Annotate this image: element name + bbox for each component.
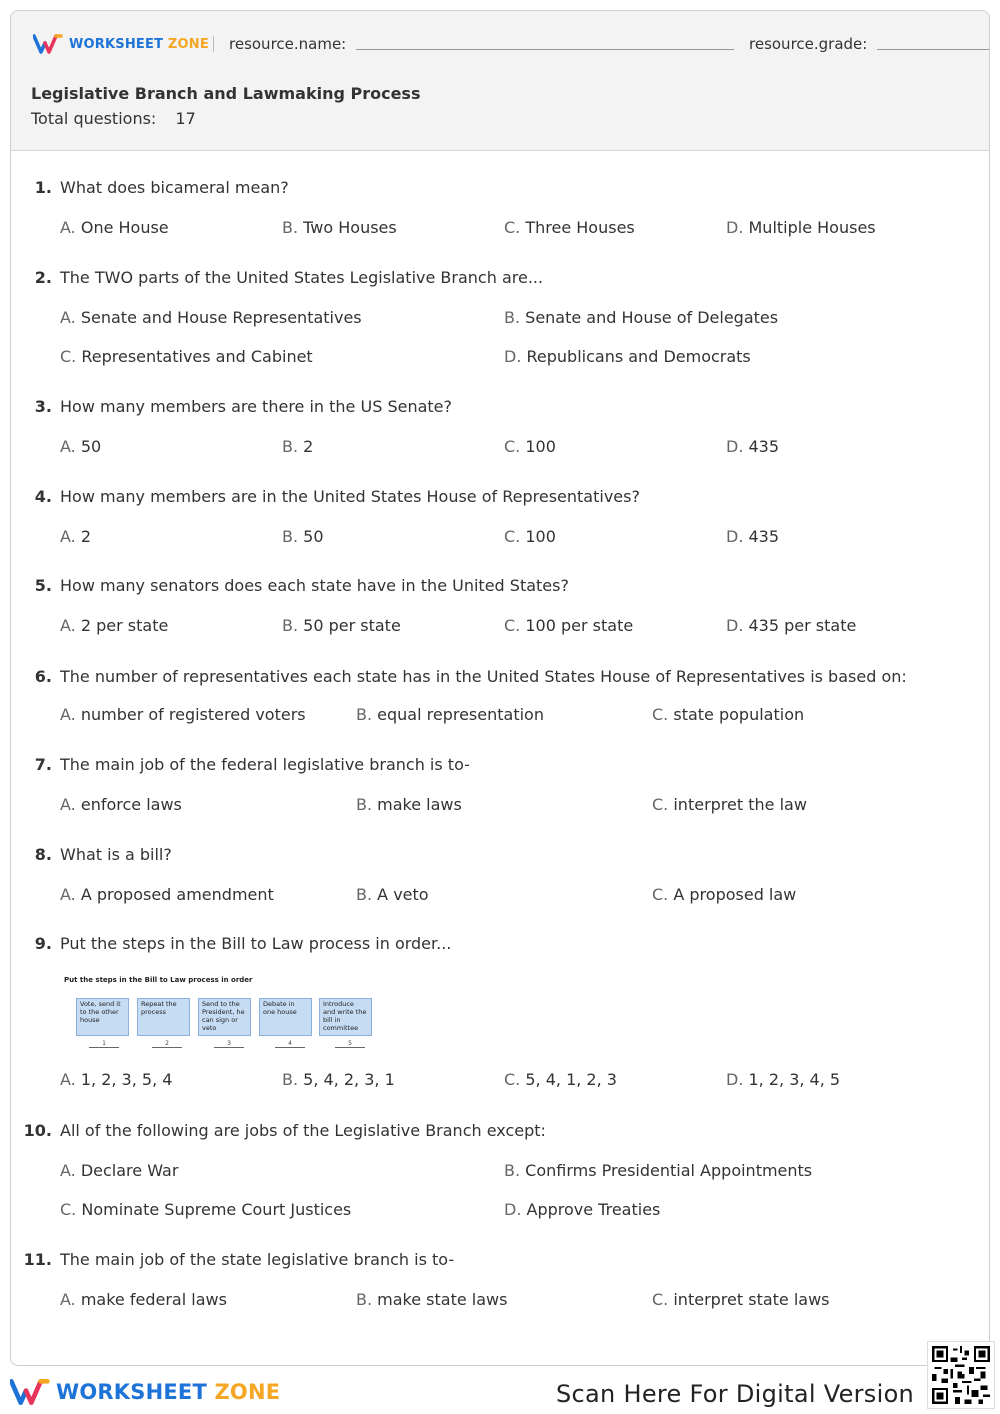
option-letter: D.: [726, 616, 744, 635]
option-letter: C.: [652, 705, 669, 724]
option-letter: A.: [60, 705, 76, 724]
answer-option[interactable]: [504, 616, 633, 635]
option-letter: D.: [504, 347, 522, 366]
option-text: One House: [80, 218, 169, 237]
option-letter: B.: [356, 1290, 373, 1309]
question-number: 11.: [23, 1250, 52, 1269]
option-letter: D.: [726, 527, 744, 546]
question-text: What is a bill?: [60, 845, 172, 864]
question-text: The number of representatives each state has in the United States House of Representatives is based on:: [60, 667, 907, 686]
option-text: 2: [303, 437, 314, 456]
option-text: Multiple Houses: [748, 218, 876, 237]
option-text: 1, 2, 3, 5, 4: [80, 1070, 173, 1089]
option-text: equal representation: [377, 705, 544, 724]
option-text: A proposed amendment: [80, 885, 274, 904]
option-text: 100 per state: [525, 616, 634, 635]
option-text: enforce laws: [80, 795, 182, 814]
option-letter: C.: [504, 218, 521, 237]
answer-option[interactable]: [282, 1070, 395, 1089]
answer-option[interactable]: [504, 527, 556, 546]
option-text: 100: [525, 437, 556, 456]
answer-option[interactable]: [356, 795, 462, 814]
answer-option[interactable]: [726, 1070, 840, 1089]
answer-option[interactable]: [60, 1200, 351, 1219]
question-text: How many senators does each state have in the United States?: [60, 576, 569, 595]
option-text: 2 per state: [80, 616, 169, 635]
bill-to-law-diagram: [60, 972, 380, 1052]
option-text: 2: [80, 527, 92, 546]
resource-name-field[interactable]: [356, 49, 734, 50]
option-letter: B.: [282, 218, 299, 237]
option-text: A proposed law: [673, 885, 797, 904]
option-letter: C.: [504, 437, 521, 456]
resource-grade-field[interactable]: [877, 49, 989, 50]
answer-option[interactable]: [60, 795, 182, 814]
worksheetzone-logo-icon: [10, 1376, 50, 1408]
option-letter: C.: [504, 527, 521, 546]
option-letter: B.: [356, 795, 373, 814]
option-text: 1, 2, 3, 4, 5: [748, 1070, 841, 1089]
option-letter: B.: [356, 705, 373, 724]
option-text: 50: [303, 527, 324, 546]
option-letter: D.: [726, 218, 744, 237]
option-text: 5, 4, 1, 2, 3: [525, 1070, 617, 1089]
qr-code-icon: [932, 1346, 990, 1404]
answer-option[interactable]: [504, 1200, 660, 1219]
question-number: 4.: [34, 487, 52, 506]
option-text: 435 per state: [748, 616, 857, 635]
answer-option[interactable]: [60, 308, 362, 327]
option-text: Senate and House Representatives: [80, 308, 362, 327]
answer-option[interactable]: [60, 218, 169, 237]
footer-logo-suffix-text: ZONE: [214, 1380, 281, 1404]
question-number: 10.: [23, 1121, 52, 1140]
option-letter: A.: [60, 1161, 76, 1180]
answer-option[interactable]: [504, 347, 751, 366]
answer-option[interactable]: [282, 218, 397, 237]
option-letter: D.: [726, 1070, 744, 1089]
option-text: make federal laws: [80, 1290, 227, 1309]
question-text: The main job of the state legislative branch is to-: [60, 1250, 455, 1269]
answer-option[interactable]: [282, 437, 313, 456]
answer-option[interactable]: [504, 218, 635, 237]
answer-option[interactable]: [60, 1070, 172, 1089]
option-letter: B.: [282, 616, 299, 635]
answer-option[interactable]: [726, 218, 876, 237]
question-number: 1.: [34, 178, 52, 197]
answer-option[interactable]: [60, 527, 91, 546]
question-text: The TWO parts of the United States Legislative Branch are...: [60, 268, 544, 287]
answer-option[interactable]: [60, 705, 306, 724]
qr-code[interactable]: [927, 1341, 995, 1409]
answer-option[interactable]: [726, 437, 779, 456]
answer-option[interactable]: [60, 347, 313, 366]
worksheetzone-logo[interactable]: [33, 33, 209, 55]
option-letter: A.: [60, 1070, 76, 1089]
option-letter: A.: [60, 218, 76, 237]
question-text: What does bicameral mean?: [60, 178, 289, 197]
option-letter: B.: [356, 885, 373, 904]
answer-option[interactable]: [652, 885, 796, 904]
total-questions-label: Total questions:: [31, 109, 157, 128]
worksheet-header: [11, 11, 989, 151]
answer-option[interactable]: [60, 1290, 227, 1309]
option-letter: D.: [504, 1200, 522, 1219]
diagram-step-box: Introduce and write the bill in committee: [319, 998, 372, 1036]
answer-option[interactable]: [60, 616, 168, 635]
question-number: 5.: [34, 576, 52, 595]
option-text: Confirms Presidential Appointments: [525, 1161, 813, 1180]
question-number: 2.: [34, 268, 52, 287]
option-text: 50 per state: [303, 616, 401, 635]
answer-option[interactable]: [652, 705, 804, 724]
option-text: 5, 4, 2, 3, 1: [303, 1070, 395, 1089]
option-letter: D.: [726, 437, 744, 456]
option-text: Senate and House of Delegates: [525, 308, 779, 327]
resource-grade-label: resource.grade:: [749, 35, 868, 53]
worksheetzone-logo-icon: [33, 33, 63, 55]
option-letter: C.: [60, 347, 77, 366]
option-text: Declare War: [80, 1161, 179, 1180]
question-text: How many members are there in the US Senate?: [60, 397, 452, 416]
option-letter: B.: [504, 308, 521, 327]
option-text: Republicans and Democrats: [526, 347, 751, 366]
header-separator: [213, 36, 214, 52]
option-letter: B.: [282, 527, 299, 546]
answer-option[interactable]: [356, 1290, 507, 1309]
option-text: A veto: [377, 885, 429, 904]
answer-option[interactable]: [504, 437, 556, 456]
question-text: How many members are in the United States House of Representatives?: [60, 487, 640, 506]
option-letter: A.: [60, 308, 76, 327]
option-letter: C.: [652, 795, 669, 814]
diagram-step-box: Debate in one house: [259, 998, 312, 1036]
question-number: 6.: [34, 667, 52, 686]
option-text: 435: [748, 437, 780, 456]
logo-brand-text: WORKSHEET: [69, 36, 164, 52]
option-text: Nominate Supreme Court Justices: [81, 1200, 352, 1219]
option-text: Three Houses: [525, 218, 635, 237]
option-letter: A.: [60, 527, 76, 546]
option-letter: A.: [60, 795, 76, 814]
total-questions: [31, 109, 210, 128]
option-text: number of registered voters: [80, 705, 306, 724]
answer-option[interactable]: [504, 1161, 812, 1180]
option-letter: B.: [282, 437, 299, 456]
option-text: make laws: [377, 795, 462, 814]
option-letter: B.: [504, 1161, 521, 1180]
diagram-title: Put the steps in the Bill to Law process in order: [64, 976, 253, 984]
question-number: 9.: [34, 934, 52, 953]
option-letter: B.: [282, 1070, 299, 1089]
diagram-step-box: Repeat the process: [137, 998, 190, 1036]
option-letter: C.: [504, 616, 521, 635]
footer-logo-brand-text: WORKSHEET: [56, 1380, 207, 1404]
answer-option[interactable]: [726, 616, 856, 635]
question-number: 7.: [34, 755, 52, 774]
option-letter: C.: [60, 1200, 77, 1219]
answer-option[interactable]: [504, 308, 778, 327]
option-text: interpret the law: [673, 795, 807, 814]
answer-option[interactable]: [60, 885, 274, 904]
answer-option[interactable]: [356, 705, 544, 724]
diagram-step-number: 1: [89, 1040, 119, 1048]
option-letter: A.: [60, 885, 76, 904]
diagram-step-box: Vote, send it to the other house: [76, 998, 129, 1036]
option-text: Representatives and Cabinet: [81, 347, 313, 366]
question-number: 3.: [34, 397, 52, 416]
answer-option[interactable]: [652, 1290, 830, 1309]
diagram-step-number: 2: [152, 1040, 182, 1048]
question-text: All of the following are jobs of the Legislative Branch except:: [60, 1121, 546, 1140]
option-text: make state laws: [377, 1290, 508, 1309]
option-text: Approve Treaties: [526, 1200, 661, 1219]
question-text: The main job of the federal legislative branch is to-: [60, 755, 470, 774]
diagram-step-number: 4: [275, 1040, 305, 1048]
question-number: 8.: [34, 845, 52, 864]
diagram-step-number: 5: [335, 1040, 365, 1048]
logo-suffix-text: ZONE: [167, 36, 209, 52]
resource-name-label: resource.name:: [229, 35, 347, 53]
option-text: 100: [525, 527, 556, 546]
diagram-step-number: 3: [214, 1040, 244, 1048]
diagram-step-box: Send to the President, he can sign or veto: [198, 998, 251, 1036]
answer-option[interactable]: [356, 885, 429, 904]
option-letter: C.: [504, 1070, 521, 1089]
total-questions-value: 17: [175, 109, 196, 128]
option-text: Two Houses: [303, 218, 397, 237]
answer-option[interactable]: [282, 616, 401, 635]
answer-option[interactable]: [504, 1070, 617, 1089]
option-letter: A.: [60, 1290, 76, 1309]
answer-option[interactable]: [60, 437, 101, 456]
worksheet-title: Legislative Branch and Lawmaking Process: [31, 84, 421, 103]
footer-worksheetzone-logo[interactable]: [10, 1376, 280, 1408]
option-letter: A.: [60, 437, 76, 456]
question-text: Put the steps in the Bill to Law process in order...: [60, 934, 452, 953]
option-text: interpret state laws: [673, 1290, 830, 1309]
option-text: 50: [80, 437, 102, 456]
answer-option[interactable]: [726, 527, 779, 546]
answer-option[interactable]: [60, 1161, 178, 1180]
option-text: 435: [748, 527, 780, 546]
answer-option[interactable]: [652, 795, 807, 814]
option-letter: C.: [652, 885, 669, 904]
option-text: state population: [673, 705, 805, 724]
scan-instruction: Scan Here For Digital Version: [556, 1380, 915, 1408]
answer-option[interactable]: [282, 527, 324, 546]
option-letter: C.: [652, 1290, 669, 1309]
option-letter: A.: [60, 616, 76, 635]
